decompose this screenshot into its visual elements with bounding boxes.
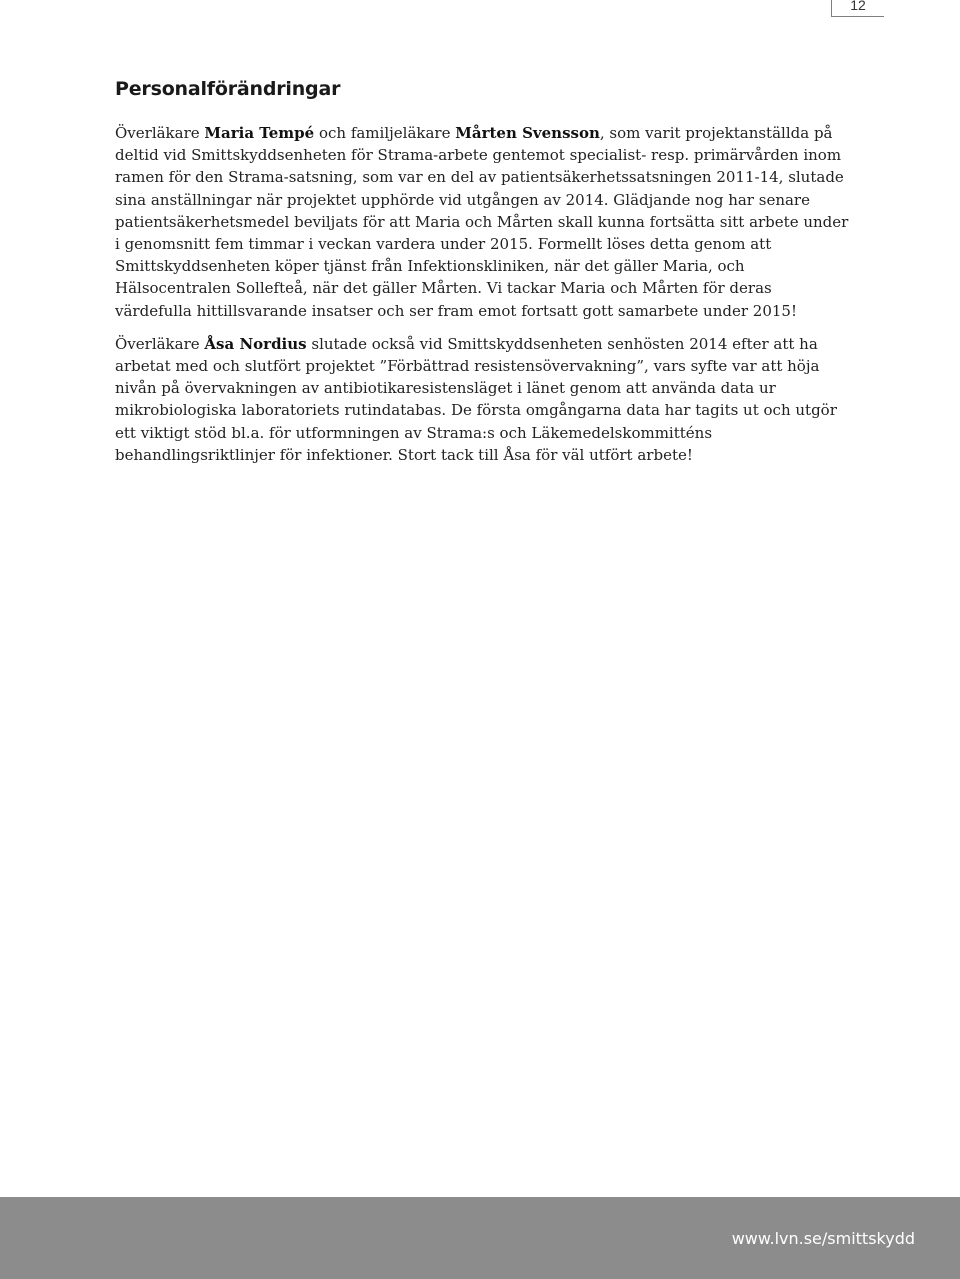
paragraph-text: , som varit projektanställda på deltid vid Smittskyddsenheten för Strama-arbete gentemot specialist- resp. primärvården inom ramen för den Strama-satsning, som var en del av patientsäkerhetssatsningen 2011-14, slutade sina anställningar när projektet upphörde vid utgången av 2014. Glädjande nog har senare patientsäkerhetsmedel beviljats för att Maria och Mårten skall kunna fortsätta sitt arbete under i genomsnitt fem timmar i veckan vardera under 2015. Formellt löses detta genom att Smittskyddsenheten köper tjänst från Infektionskliniken, när det gäller Maria, och Hälsocentralen Sollefteå, när det gäller Mårten. Vi tackar Maria och Mårten för deras värdefulla hittillsvarande insatser och ser fram emot fortsatt gott samarbete under 2015! <box>115 124 849 320</box>
person-name: Maria Tempé <box>204 124 315 142</box>
section-heading: Personalförändringar <box>115 78 341 100</box>
person-name: Åsa Nordius <box>204 334 307 353</box>
paragraph-text: slutade också vid Smittskyddsenheten senhösten 2014 efter att ha arbetat med och slutfört projektet ”Förbättrad resistensövervakning”, vars syfte var att höja nivån på övervakningen av antibiotikaresistensläget i länet genom att använda data ur mikrobiologiska laboratoriets rutindatabas. De första omgångarna data har tagits ut och utgör ett viktigt stöd bl.a. för utformningen av Strama:s och Läkemedelskommitténs behandlingsriktlinjer för infektioner. Stort tack till Åsa för väl utfört arbete! <box>115 334 837 464</box>
footer-url: www.lvn.se/smittskydd <box>731 1229 915 1248</box>
page-number-box <box>831 0 884 17</box>
person-name: Mårten Svensson <box>455 124 600 142</box>
page-number: 12 <box>850 0 866 13</box>
document-body <box>115 78 850 477</box>
paragraph-text: och familjeläkare <box>314 124 456 142</box>
paragraph-text: Överläkare <box>115 334 205 353</box>
footer-bar <box>0 1197 960 1279</box>
paragraph-asa-nordius <box>115 333 850 466</box>
paragraph-text: Överläkare <box>115 124 205 142</box>
paragraph-staff-changes <box>115 122 850 322</box>
